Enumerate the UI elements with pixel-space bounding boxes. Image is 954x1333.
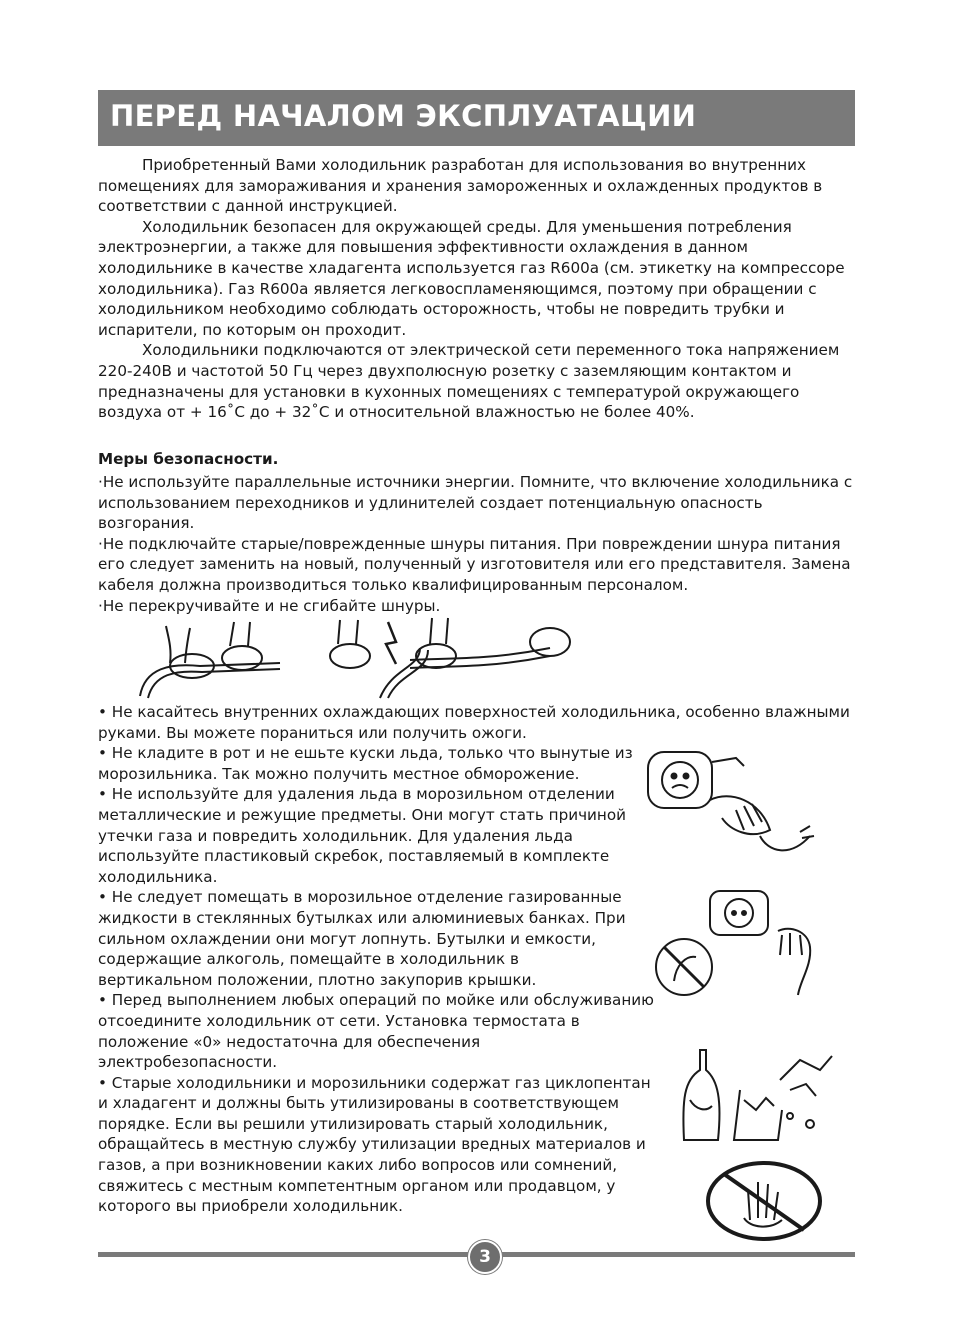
warning-item: • Старые холодильники и морозильники содержат газ циклопентан и хладагент и должны быть утилизированы в соответствующем порядке. Если вы решили утилизировать старый холодильник, обращайтесь в местную службу утилизации вредных материалов и газов, а при возникновении каких либо вопросов или сомнений, свяжитесь с местным компетентным органом или продавцом, у которого вы приобрели холодильник.: [98, 1073, 651, 1216]
safety-item: ·Не перекручивайте и не сгибайте шнуры.: [98, 596, 441, 615]
warning-item: • Не кладите в рот и не ешьте куски льда, только что вынутые из морозильника. Так можно получить местное обморожение.: [98, 744, 633, 783]
safety-item: ·Не подключайте старые/поврежденные шнуры питания. При повреждении шнура питания его следует заменить на новый, полученный у изготовителя или его представителя. Замена кабеля должна производиться только квалифицированным персоналом.: [98, 534, 851, 594]
intro-paragraph: Холодильник безопасен для окружающей среды. Для уменьшения потребления электроэнергии, а также для повышения эффективности охлаждения в данном холодильнике в качестве хладагента используется газ R600a (см. этикетку на компрессоре холодильника). Газ R600a является легковоспламеняющимся, поэтому при обращении с холодильником необходимо соблюдать осторожность, чтобы не повредить трубки и испарители, по которым он проходит.: [98, 217, 845, 339]
intro-paragraph: Холодильники подключаются от электрической сети переменного тока напряжением 220-240В и частотой 50 Гц через двухполюсную розетку с заземляющим контактом и предназначены для установки в кухонных помещениях с температурой окружающего воздуха от + 16˚С до + 32˚С и относительной влажностью не более 40%.: [98, 341, 840, 422]
intro-paragraph: Приобретенный Вами холодильник разработан для использования во внутренних помещениях для замораживания и хранения замороженных и охлажденных продуктов в соответствии с данной инструкцией.: [98, 156, 823, 216]
warning-item: • Не следует помещать в морозильное отделение газированные жидкости в стеклянных бутылках или алюминиевых банках. При сильном охлаждении они могут лопнуть. Бутылки и емкости, содержащие алкоголь, помещайте в холодильник в вертикальном положении, плотно закупорив крышки.: [98, 888, 626, 989]
cord-handling-illustration: [130, 608, 580, 700]
safety-list: [98, 472, 860, 616]
warning-item: • Перед выполнением любых операций по мойке или обслуживанию отсоедините холодильник от сети. Установка термостата в положение «0» недостаточна для обеспечения электробезопасности.: [98, 991, 654, 1072]
safety-item: ·Не используйте параллельные источники энергии. Помните, что включение холодильника с использованием переходников и удлинителей создает потенциальную опасность возгорания.: [98, 473, 853, 533]
no-wet-hands-illustration: [650, 885, 830, 1015]
intro-text: [98, 155, 858, 423]
section-title: ПЕРЕД НАЧАЛОМ ЭКСПЛУАТАЦИИ: [110, 99, 697, 133]
page-number-badge: 3: [468, 1240, 502, 1274]
warning-item: • Не касайтесь внутренних охлаждающих поверхностей холодильника, особенно влажными руками. Вы можете пораниться или получить ожоги.: [98, 703, 850, 742]
section-header: [98, 90, 855, 146]
overloaded-socket-illustration: [640, 740, 820, 870]
prohibition-hand-icon: [704, 1160, 824, 1242]
broken-bottles-illustration: [670, 1040, 840, 1150]
warning-item: • Не используйте для удаления льда в морозильном отделении металлические и режущие предметы. Они могут стать причиной утечки газа и повредить холодильник. Для удаления льда используйте пластиковый скребок, поставляемый в комплекте холодильника.: [98, 785, 627, 886]
safety-heading: Меры безопасности.: [98, 450, 279, 468]
